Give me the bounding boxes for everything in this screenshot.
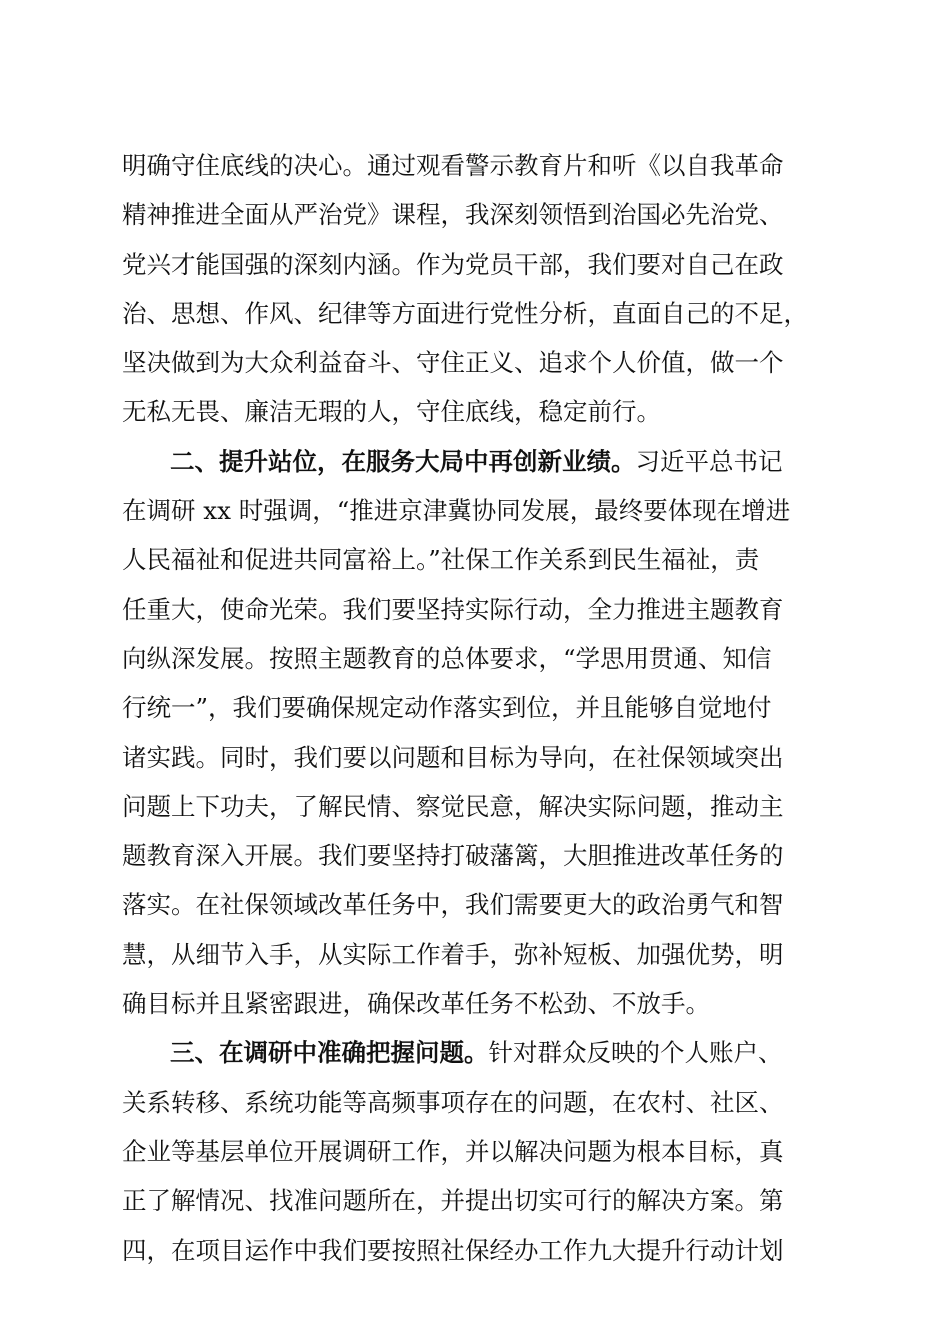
text-line: 诸实践。同时，我们要以问题和目标为导向，在社保领域突出: [122, 742, 784, 772]
text-line: 向纵深发展。按照主题教育的总体要求，“学思用贯通、知信: [122, 643, 772, 673]
text-line: 党兴才能国强的深刻内涵。作为党员干部，我们要对自己在政: [122, 249, 784, 279]
text-line: 人民福祉和促进共同富裕上。”社保工作关系到民生福祉，责: [122, 545, 760, 575]
text-line: 行统一”，我们要确保规定动作落实到位，并且能够自觉地付: [122, 693, 772, 723]
paragraph-3: [122, 1028, 828, 1274]
text-line: 精神推进全面从严治党》课程，我深刻领悟到治国必先治党、: [122, 200, 784, 230]
text-line: 企业等基层单位开展调研工作，并以解决问题为根本目标，真: [122, 1136, 784, 1166]
text-line: 落实。在社保领域改革任务中，我们需要更大的政治勇气和智: [122, 890, 784, 920]
text-line: 明确守住底线的决心。通过观看警示教育片和听《以自我革命: [122, 151, 784, 180]
text-line: 任重大，使命光荣。我们要坚持实际行动，全力推进主题教育: [122, 594, 784, 624]
paragraph-first-line: [122, 1028, 828, 1077]
text-line: 正了解情况、找准问题所在，并提出切实可行的解决方案。第: [122, 1186, 784, 1216]
text-line: 无私无畏、廉洁无瑕的人，守住底线，稳定前行。: [122, 397, 661, 427]
text-line: 在调研 xx 时强调，“推进京津冀协同发展，最终要体现在增进: [122, 496, 791, 526]
paragraph-first-line: [122, 437, 828, 486]
text-run: 针对群众反映的个人账户、: [488, 1038, 783, 1068]
text-run: 习近平总书记: [635, 446, 783, 476]
text-line: 关系转移、系统功能等高频事项存在的问题，在农村、社区、: [122, 1087, 784, 1117]
text-line: 题教育深入开展。我们要坚持打破藩篱，大胆推进改革任务的: [122, 841, 784, 871]
text-line: 四，在项目运作中我们要按照社保经办工作九大提升行动计划: [122, 1235, 784, 1265]
text-line: 确目标并且紧密跟进，确保改革任务不松劲、不放手。: [122, 989, 710, 1019]
text-line: 治、思想、作风、纪律等方面进行党性分析，直面自己的不足，: [122, 298, 808, 328]
text-line: 问题上下功夫，了解民情、察觉民意，解决实际问题，推动主: [122, 791, 784, 821]
text-line: 慧，从细节入手，从实际工作着手，弥补短板、加强优势，明: [122, 939, 784, 969]
paragraph-2: [122, 437, 828, 1029]
document-body: [122, 141, 828, 1275]
section-heading: 二、提升站位，在服务大局中再创新业绩。: [170, 446, 636, 476]
section-heading: 三、在调研中准确把握问题。: [170, 1038, 489, 1068]
text-line: 坚决做到为大众利益奋斗、守住正义、追求个人价值，做一个: [122, 348, 784, 378]
paragraph-1: [122, 141, 828, 437]
